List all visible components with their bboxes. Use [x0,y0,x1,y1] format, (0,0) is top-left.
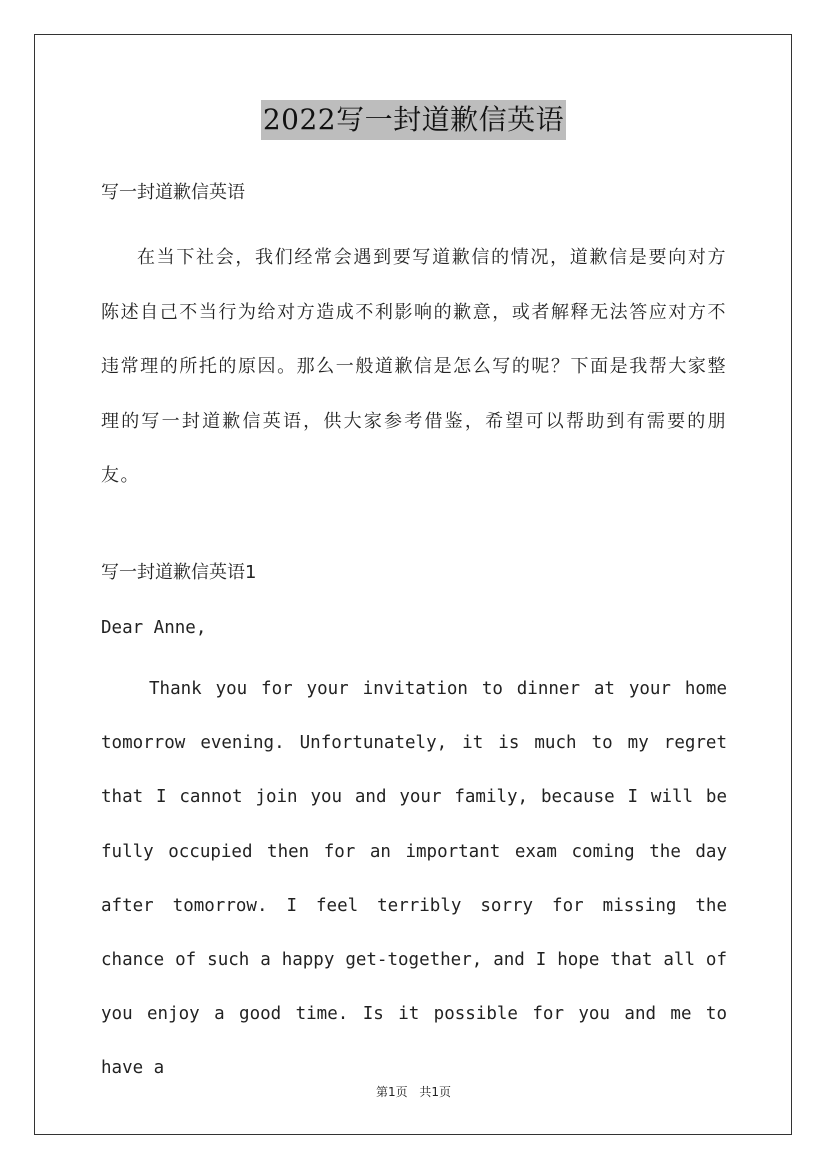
section-heading: 写一封道歉信英语1 [101,562,257,583]
page-total: 共1页 [419,1085,452,1099]
page-number: 第1页 [375,1085,408,1099]
page-footer [0,1083,827,1100]
document-subtitle: 写一封道歉信英语 [101,182,245,203]
letter-body-paragraph: Thank you for your invitation to dinner at your home tomorrow evening. Unfortunately, it is much to my regret that I cannot join you and your family, because I will be fully occupied then for an important exam coming the day after tomorrow. I feel terribly sorry for missing the chance of such a happy get-together, and I hope that all of you enjoy a good time. Is it possible for you and me to have a [101,679,727,1079]
document-title: 2022写一封道歉信英语 [261,100,566,140]
title-container [0,100,827,140]
intro-paragraph: 在当下社会，我们经常会遇到要写道歉信的情况，道歉信是要向对方陈述自己不当行为给对方造成不利影响的歉意，或者解释无法答应对方不违常理的所托的原因。那么一般道歉信是怎么写的呢？下面是我帮大家整理的写一封道歉信英语，供大家参考借鉴，希望可以帮助到有需要的朋友。 [101,247,727,486]
letter-greeting: Dear Anne, [101,618,207,638]
